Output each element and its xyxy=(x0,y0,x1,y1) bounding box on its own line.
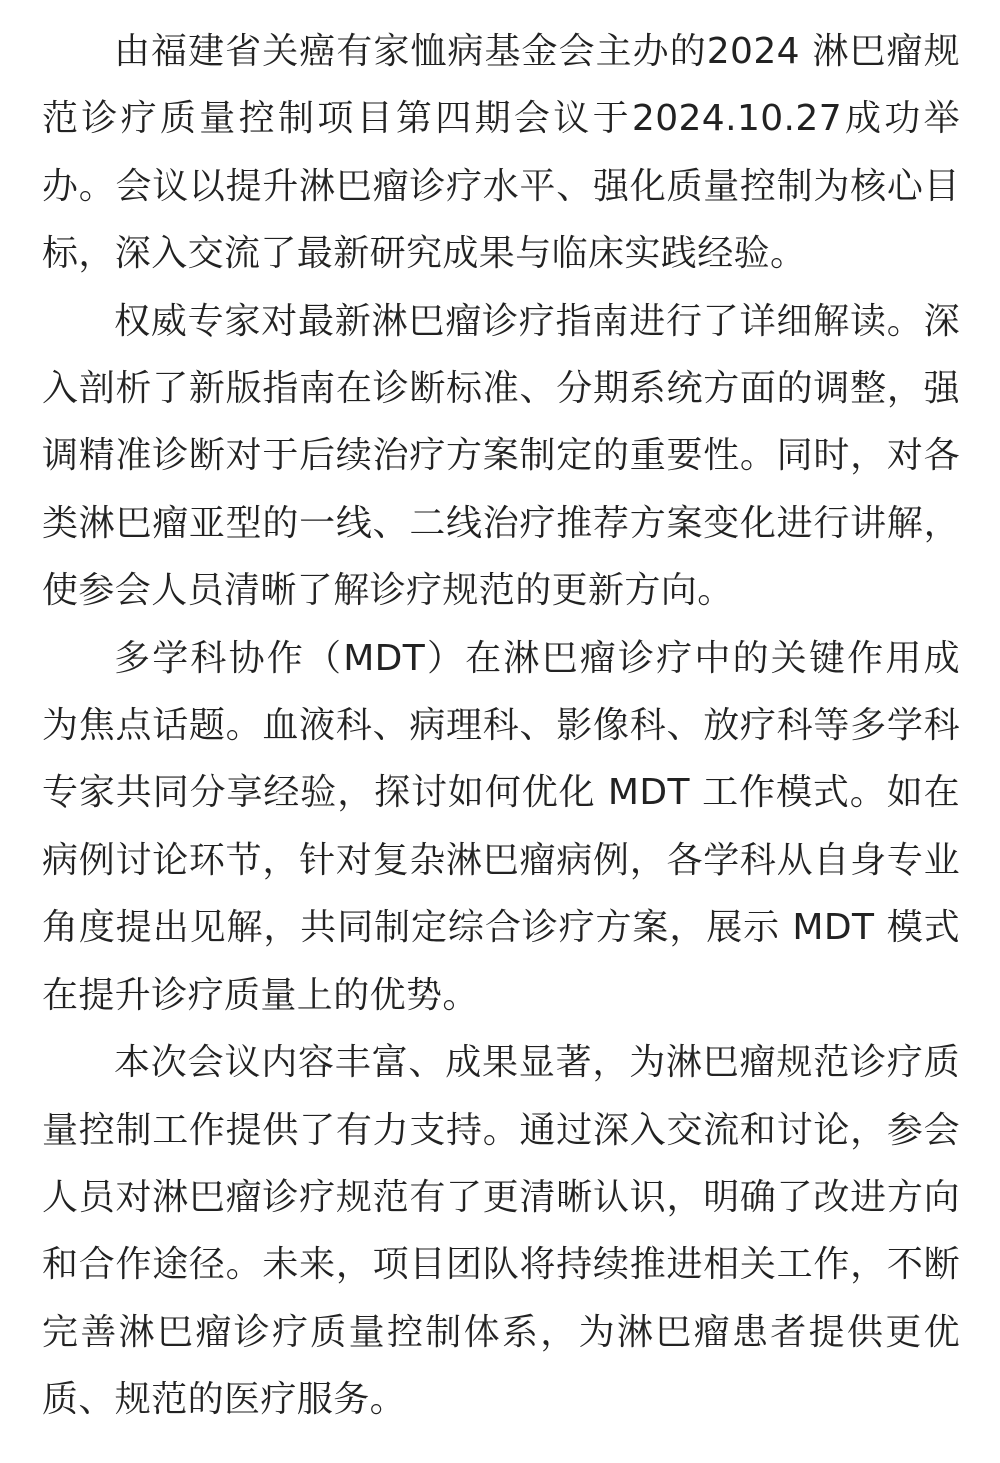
paragraph-mdt-focus: 多学科协作（MDT）在淋巴瘤诊疗中的关键作用成为焦点话题。血液科、病理科、影像科、放疗科等多学科专家共同分享经验，探讨如何优化 MDT 工作模式。如在病例讨论环节，针对复杂淋巴瘤病例，各学科从自身专业角度提出见解，共同制定综合诊疗方案，展示 MDT 模式在提升诊疗质量上的优势。 xyxy=(42,637,960,1016)
paragraph-meeting-intro: 由福建省关癌有家恤病基金会主办的2024 淋巴瘤规范诊疗质量控制项目第四期会议于2024.10.27成功举办。会议以提升淋巴瘤诊疗水平、强化质量控制为核心目标，深入交流了最新研究成果与临床实践经验。 xyxy=(42,31,960,275)
paragraph-guideline-review: 权威专家对最新淋巴瘤诊疗指南进行了详细解读。深入剖析了新版指南在诊断标准、分期系统方面的调整，强调精准诊断对于后续治疗方案制定的重要性。同时，对各类淋巴瘤亚型的一线、二线治疗推荐方案变化进行讲解，使参会人员清晰了解诊疗规范的更新方向。 xyxy=(42,300,960,612)
paragraph-conclusion: 本次会议内容丰富、成果显著，为淋巴瘤规范诊疗质量控制工作提供了有力支持。通过深入交流和讨论，参会人员对淋巴瘤诊疗规范有了更清晰认识，明确了改进方向和合作途径。未来，项目团队将持续推进相关工作，不断完善淋巴瘤诊疗质量控制体系，为淋巴瘤患者提供更优质、规范的医疗服务。 xyxy=(42,1042,960,1421)
